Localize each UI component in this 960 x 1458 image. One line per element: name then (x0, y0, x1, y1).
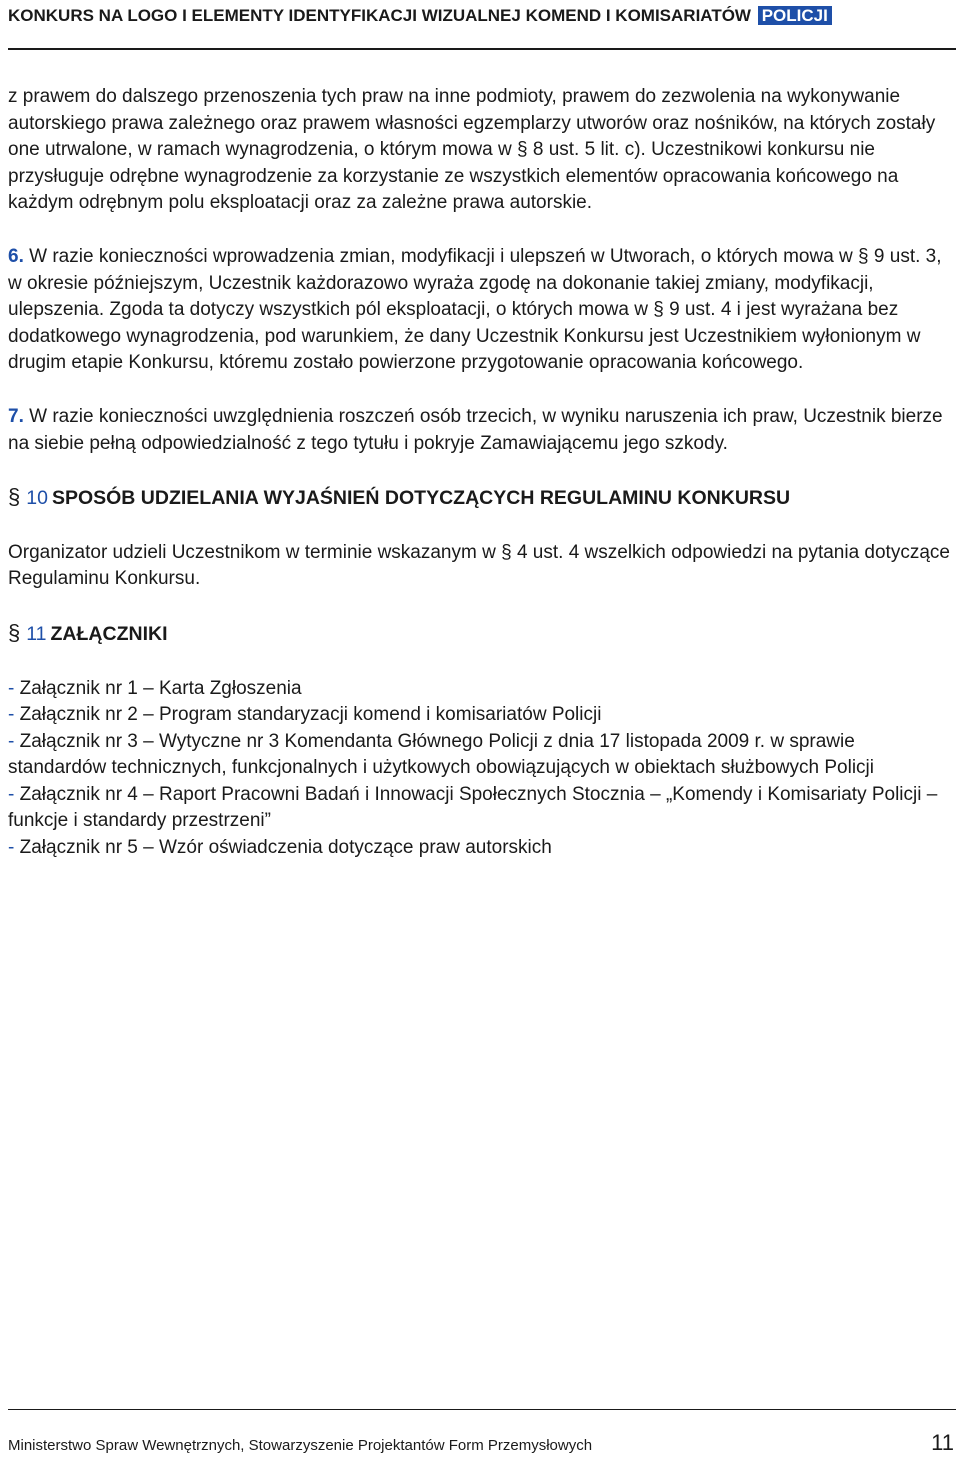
list-dash: - (8, 730, 15, 752)
footer-divider (8, 1409, 956, 1410)
page-header (8, 6, 956, 28)
section-10-heading (8, 484, 953, 512)
list-dash: - (8, 837, 15, 859)
list-item-text: Załącznik nr 3 – Wytyczne nr 3 Komendanta Głównego Policji z dnia 17 listopada 2009 r. w sprawie standardów technicznych, funkcjonalnych i użytkowych obowiązujących w obiektach służbowych Policji (8, 730, 874, 779)
section-10-body: Organizator udzieli Uczestnikom w terminie wskazanym w § 4 ust. 4 wszelkich odpowiedzi na pytania dotyczące Regulaminu Konkursu. (8, 541, 950, 590)
footer-text: Ministerstwo Spraw Wewnętrznych, Stowarzyszenie Projektantów Form Przemysłowych (8, 1437, 593, 1454)
paragraph-number: 6. (8, 245, 24, 267)
list-dash: - (8, 783, 15, 805)
list-dash: - (8, 677, 15, 699)
list-item-text: Załącznik nr 4 – Raport Pracowni Badań i Innowacji Społecznych Stocznia – „Komendy i Komisariaty Policji – funkcje i standardy przestrzeni” (8, 783, 938, 832)
section-11-heading (8, 620, 953, 648)
list-item (8, 835, 953, 862)
document-body (8, 84, 953, 862)
header-divider (8, 48, 956, 50)
section-number: 11 (26, 622, 47, 645)
paragraph-number: 7. (8, 405, 24, 427)
paragraph-7 (8, 404, 953, 457)
section-title: ZAŁĄCZNIKI (50, 622, 168, 645)
attachments-list (8, 676, 953, 862)
section-title: SPOSÓB UDZIELANIA WYJAŚNIEŃ DOTYCZĄCYCH REGULAMINU KONKURSU (51, 487, 791, 510)
list-item-text: Załącznik nr 1 – Karta Zgłoszenia (19, 677, 302, 699)
page-number: 11 (931, 1430, 954, 1455)
paragraph-rights: z prawem do dalszego przenoszenia tych praw na inne podmioty, prawem do zezwolenia na wykonywanie autorskiego prawa zależnego oraz prawem własności egzemplarzy utworów oraz nośników, na których zostały one utrwalone, w ramach wynagrodzenia, o którym mowa w § 8 ust. 5 lit. c). Uczestnikowi konkursu nie przysługuje odrębne wynagrodzenie za korzystanie ze wszystkich elementów opracowania końcowego na każdym odrębnym polu eksploatacji oraz za zależne prawa autorskie. (8, 86, 936, 214)
section-symbol: § (8, 619, 21, 645)
paragraph-text: W razie konieczności uwzględnienia roszczeń osób trzecich, w wyniku naruszenia ich praw, Uczestnik bierze na siebie pełną odpowiedzialność z tego tytułu i pokryje Zamawiającemu jego szkody. (8, 405, 943, 454)
list-item (8, 782, 953, 835)
paragraph-6 (8, 244, 953, 377)
section-number: 10 (26, 487, 48, 510)
section-symbol: § (8, 484, 21, 510)
paragraph-text: W razie konieczności wprowadzenia zmian, modyfikacji i ulepszeń w Utworach, o których mowa w § 9 ust. 3, w okresie późniejszym, Uczestnik każdorazowo wyraża zgodę na dokonanie takiej zmiany, modyfikacji, ulepszenia. Zgoda ta dotyczy wszystkich pól eksploatacji, o których mowa w § 9 ust. 4 i jest wyrażana bez dodatkowego wynagrodzenia, pod warunkiem, że dany Uczestnik Konkursu jest Uczestnikiem wyłonionym w drugim etapie Konkursu, któremu zostało powierzone przygotowanie opracowania końcowego. (8, 245, 942, 374)
header-title: KONKURS NA LOGO I ELEMENTY IDENTYFIKACJI WIZUALNEJ KOMEND I KOMISARIATÓW (8, 6, 751, 25)
list-item (8, 729, 953, 782)
list-item (8, 676, 953, 703)
header-highlight: POLICJI (758, 6, 832, 25)
list-item (8, 702, 953, 729)
list-item-text: Załącznik nr 2 – Program standaryzacji komend i komisariatów Policji (19, 704, 602, 726)
list-dash: - (8, 704, 15, 726)
list-item-text: Załącznik nr 5 – Wzór oświadczenia dotyczące praw autorskich (19, 837, 552, 859)
